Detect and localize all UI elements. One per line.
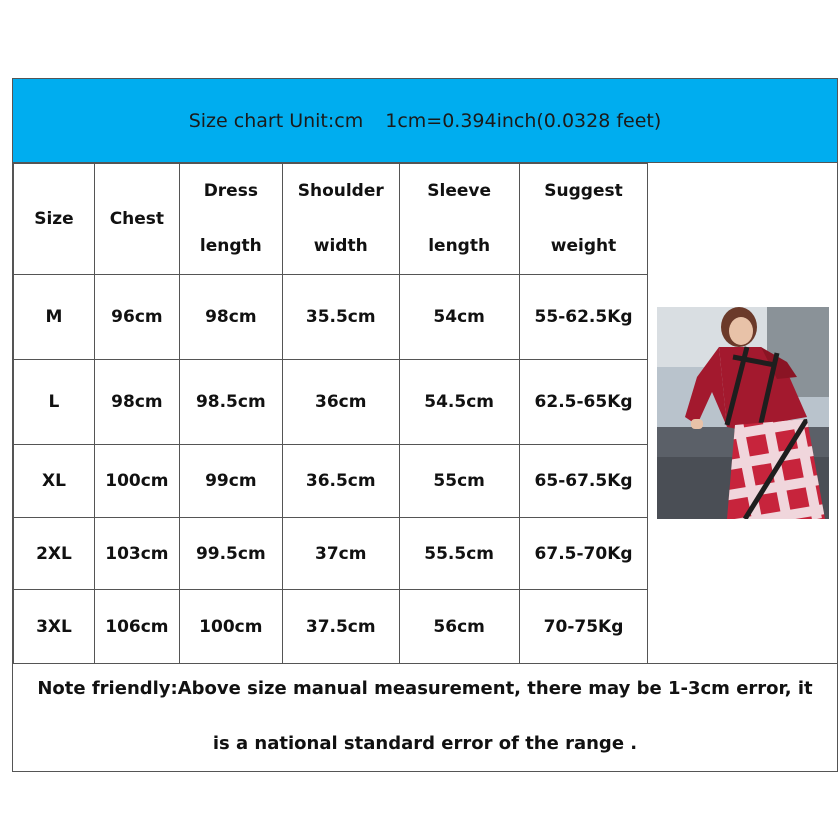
suggest-weight-cell: 67.5-70Kg: [519, 518, 648, 590]
dress-length-cell: 98.5cm: [179, 360, 282, 445]
sleeve-length-cell: 54cm: [399, 275, 519, 360]
chest-cell: 98cm: [94, 360, 179, 445]
size-cell: XL: [14, 445, 95, 518]
suggest-weight-cell: 62.5-65Kg: [519, 360, 648, 445]
sleeve-length-cell: 56cm: [399, 590, 519, 664]
column-header: Shoulder width: [282, 164, 399, 275]
note-line-1: Note friendly:Above size manual measurement, there may be 1-3cm error, it: [37, 678, 813, 699]
shoulder-width-cell: 35.5cm: [282, 275, 399, 360]
shoulder-width-cell: 36cm: [282, 360, 399, 445]
shoulder-width-cell: 37.5cm: [282, 590, 399, 664]
shoulder-width-cell: 36.5cm: [282, 445, 399, 518]
sleeve-length-cell: 55.5cm: [399, 518, 519, 590]
size-cell: 2XL: [14, 518, 95, 590]
size-cell: M: [14, 275, 95, 360]
sleeve-length-cell: 55cm: [399, 445, 519, 518]
table-header-row: [14, 164, 838, 275]
column-header: Chest: [94, 164, 179, 275]
suggest-weight-cell: 65-67.5Kg: [519, 445, 648, 518]
column-header: Suggest weight: [519, 164, 648, 275]
sleeve-length-cell: 54.5cm: [399, 360, 519, 445]
dress-length-cell: 99cm: [179, 445, 282, 518]
dress-length-cell: 98cm: [179, 275, 282, 360]
size-cell: L: [14, 360, 95, 445]
column-header: Dress length: [179, 164, 282, 275]
chest-cell: 96cm: [94, 275, 179, 360]
size-table: [13, 163, 837, 664]
chest-cell: 103cm: [94, 518, 179, 590]
note-line-2: is a national standard error of the range .: [212, 733, 638, 754]
dress-length-cell: 99.5cm: [179, 518, 282, 590]
column-header: Sleeve length: [399, 164, 519, 275]
product-photo-cell: [648, 164, 837, 664]
suggest-weight-cell: 70-75Kg: [519, 590, 648, 664]
size-cell: 3XL: [14, 590, 95, 664]
model-wearing-dress-photo-icon: [657, 307, 829, 519]
suggest-weight-cell: 55-62.5Kg: [519, 275, 648, 360]
unit-text: Size chart Unit:cm: [188, 109, 364, 132]
size-chart: [12, 78, 838, 772]
dress-length-cell: 100cm: [179, 590, 282, 664]
size-chart-header: [13, 79, 837, 163]
chest-cell: 106cm: [94, 590, 179, 664]
shoulder-width-cell: 37cm: [282, 518, 399, 590]
chest-cell: 100cm: [94, 445, 179, 518]
note-friendly: [13, 661, 837, 771]
conversion-text: 1cm=0.394inch(0.0328 feet): [385, 109, 662, 132]
column-header: Size: [14, 164, 95, 275]
